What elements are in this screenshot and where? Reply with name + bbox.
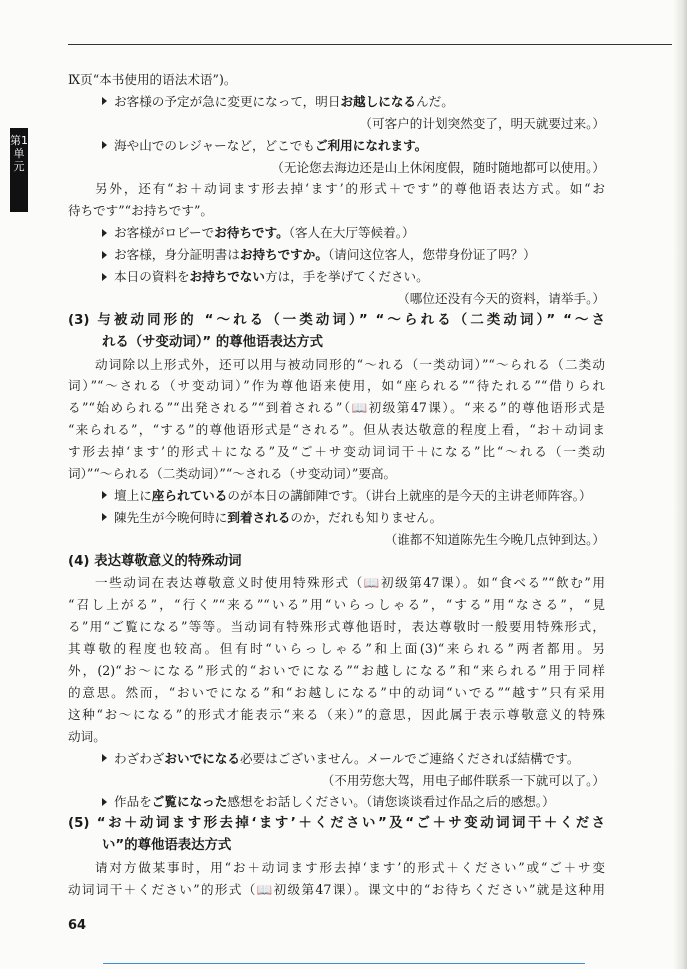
paragraph-line xyxy=(68,354,605,376)
paragraph-line xyxy=(68,726,605,748)
text-segment: い”的尊他语表达方式 xyxy=(102,838,232,854)
emphasis-text: 座られている xyxy=(151,487,228,503)
text-segment: のか，だれも知りません。 xyxy=(290,509,443,525)
example-sentence xyxy=(68,135,605,157)
text-segment: 一些动词在表达尊敬意义时使用特殊形式（📖初级第47课）。如“食べる”“飲む”用 xyxy=(95,575,605,591)
translation-line xyxy=(68,113,605,135)
paragraph-line xyxy=(68,682,605,704)
paragraph-line xyxy=(68,463,605,485)
bullet-triangle-icon xyxy=(102,141,107,149)
text-segment: す形去掉‘ます’的形式＋になる”及“ご＋サ变动词词干＋になる”比“～れる（一类动 xyxy=(68,444,605,460)
bullet-triangle-icon xyxy=(102,754,107,762)
text-segment: 外，(2)“お～になる”形式的“おいでになる”“お越しになる”和“来られる”用于同样 xyxy=(68,663,605,679)
example-sentence xyxy=(68,748,605,770)
page-body xyxy=(68,69,605,901)
paragraph-line xyxy=(68,857,605,879)
text-segment: 必要はございません。メールでご連絡くだされば結構です。 xyxy=(239,750,580,766)
text-segment: お客様がロビーで xyxy=(114,225,215,241)
text-segment: 另外，还有“お＋动词ます形去掉‘ます’的形式＋です”的尊他语表达方式。如“お xyxy=(95,181,605,197)
text-segment: （可客户的计划突然变了，明天就要过来。） xyxy=(359,115,605,131)
text-segment: 陳先生が今晩何時に xyxy=(114,509,228,525)
translation-line xyxy=(68,157,605,179)
text-segment: （请问这位客人，您带身份证了吗？） xyxy=(327,247,536,263)
unit-tab: 第1单元 xyxy=(10,128,28,212)
text-segment: （客人在大厅等候着。） xyxy=(288,225,415,241)
page-edge-shadow xyxy=(673,0,687,969)
text-segment: Ⅸ页“本书使用的语法术语”)。 xyxy=(68,72,237,87)
paragraph-line xyxy=(68,704,605,726)
text-segment: れる（サ变动词）” 的尊他语表达方式 xyxy=(102,334,324,350)
paragraph-line xyxy=(68,616,605,638)
text-segment: (3) 与被动同形的 “～れる（一类动词）” “～られる（二类动词）” “～さ xyxy=(68,312,605,328)
paragraph-line xyxy=(68,441,605,463)
example-sentence xyxy=(68,507,605,529)
text-segment: “召し上がる”，“行く”“来る”“いる”用“いらっしゃる”，“する”用“なさる”，“見 xyxy=(68,597,605,613)
paragraph-line xyxy=(68,178,605,200)
text-segment: (5) “お＋动词ます形去掉‘ます’＋ください”及“ご＋サ变动词词干＋くださ xyxy=(68,816,605,832)
text-segment: 海や山でのレジャーなど，どこでも xyxy=(114,137,315,153)
text-segment: 动词。 xyxy=(68,728,106,744)
bullet-triangle-icon xyxy=(102,229,107,237)
text-segment: 的意思。然而，“おいでになる”和“お越しになる”中的动词“いでる”“越す”只有采用 xyxy=(68,684,605,700)
bullet-triangle-icon xyxy=(102,251,107,259)
text-segment: 作品を xyxy=(114,794,152,810)
text-segment: （无论您去海边还是山上休闲度假，随时随地都可以使用。） xyxy=(271,159,605,175)
paragraph-line xyxy=(68,419,605,441)
text-segment: 这种“お～になる”的形式才能表示“来る（来）”的意思，因此属于表示尊敬意义的特殊 xyxy=(68,706,605,722)
paragraph-line xyxy=(68,375,605,397)
text-segment: わざわざ xyxy=(114,750,165,766)
text-segment: 本日の資料を xyxy=(114,269,190,285)
text-segment: る”用“ご覧になる”等等。当动词有特殊形式尊他语时，表达尊敬时一般要用特殊形式， xyxy=(68,619,605,635)
text-segment: 词）”“～られる（二类动词）”“～される（サ变动词）”要高。 xyxy=(68,466,397,482)
bullet-triangle-icon xyxy=(102,798,107,806)
bullet-triangle-icon xyxy=(102,513,107,521)
paragraph-line xyxy=(68,397,605,419)
translation-line xyxy=(68,288,605,310)
example-sentence xyxy=(68,485,605,507)
emphasis-text: お持ちでない xyxy=(189,269,265,285)
text-segment: 待ちです”“お持ちです”。 xyxy=(68,203,214,219)
text-segment: 方は，手を挙げてください。 xyxy=(265,269,429,285)
bullet-triangle-icon xyxy=(102,273,107,281)
text-segment: 感想をお話しください。（请您谈谈看过作品之后的感想。） xyxy=(227,794,555,810)
paragraph-line xyxy=(68,660,605,682)
paragraph-line xyxy=(68,594,605,616)
text-segment: 壇上に xyxy=(114,487,152,503)
paragraph-line xyxy=(68,69,605,91)
emphasis-text: ご利用になれます。 xyxy=(314,137,428,153)
text-segment: る”“始められる”“出発される”“到着される”（📖初级第47课）。“来る”的尊他语形式是 xyxy=(68,400,605,416)
paragraph-line xyxy=(68,638,605,660)
text-segment: 动词词干＋ください”的形式（📖初级第47课）。课文中的“お待ちください”就是这种用 xyxy=(68,881,605,897)
text-segment: “来られる”，“する”的尊他语形式是“される”。但从表达敬意的程度上看，“お＋动词ま xyxy=(68,422,605,438)
header-rule xyxy=(68,44,672,45)
text-segment: お客様，身分証明書は xyxy=(114,247,240,263)
page-number: 64 xyxy=(68,918,87,933)
example-sentence xyxy=(68,222,605,244)
text-segment: (4) 表达尊敬意义的特殊动词 xyxy=(68,553,242,569)
emphasis-text: お持ちですか。 xyxy=(239,247,328,263)
text-segment: （谁都不知道陈先生今晚几点钟到达。） xyxy=(384,531,605,547)
text-segment: お客様の予定が急に変更になって，明日 xyxy=(114,93,341,109)
bullet-triangle-icon xyxy=(102,97,107,105)
section-heading xyxy=(68,310,605,332)
text-segment: （不用劳您大驾，用电子邮件联系一下就可以了。） xyxy=(321,772,605,788)
bullet-triangle-icon xyxy=(102,491,107,499)
text-segment: （哪位还没有今天的资料，请举手。） xyxy=(397,290,605,306)
text-segment: 请对方做某事时，用“お＋动词ます形去掉‘ます’的形式＋ください”或“ご＋サ变 xyxy=(95,860,605,876)
text-segment: のが本日の講師陣です。（讲台上就座的是今天的主讲老师阵容。） xyxy=(227,487,592,503)
translation-line xyxy=(68,770,605,792)
paragraph-line xyxy=(68,572,605,594)
translation-line xyxy=(68,529,605,551)
text-segment: 动词除以上形式外，还可以用与被动同形的“～れる（一类动词）”“～られる（二类动 xyxy=(95,356,605,372)
example-sentence xyxy=(68,266,605,288)
text-segment: んだ。 xyxy=(416,93,454,109)
text-segment: 词）”“～される（サ变动词）”作为尊他语来使用，如“座られる”“待たれる”“借りられ xyxy=(68,378,605,394)
paragraph-line xyxy=(68,879,605,901)
emphasis-text: お待ちです。 xyxy=(214,225,289,241)
section-heading xyxy=(68,835,605,857)
emphasis-text: 到着される xyxy=(227,509,291,525)
text-segment: 其尊敬的程度也较高。但有时“いらっしゃる”和上面(3)“来られる”两者都用。另 xyxy=(68,641,605,657)
footer-rule xyxy=(103,963,585,964)
example-sentence xyxy=(68,791,605,813)
example-sentence xyxy=(68,91,605,113)
section-heading xyxy=(68,813,605,835)
emphasis-text: ご覧になった xyxy=(151,794,228,810)
section-heading xyxy=(68,551,605,573)
example-sentence xyxy=(68,244,605,266)
emphasis-text: お越しになる xyxy=(340,93,416,109)
paragraph-line xyxy=(68,200,605,222)
emphasis-text: おいでになる xyxy=(164,750,240,766)
section-heading xyxy=(68,332,605,354)
